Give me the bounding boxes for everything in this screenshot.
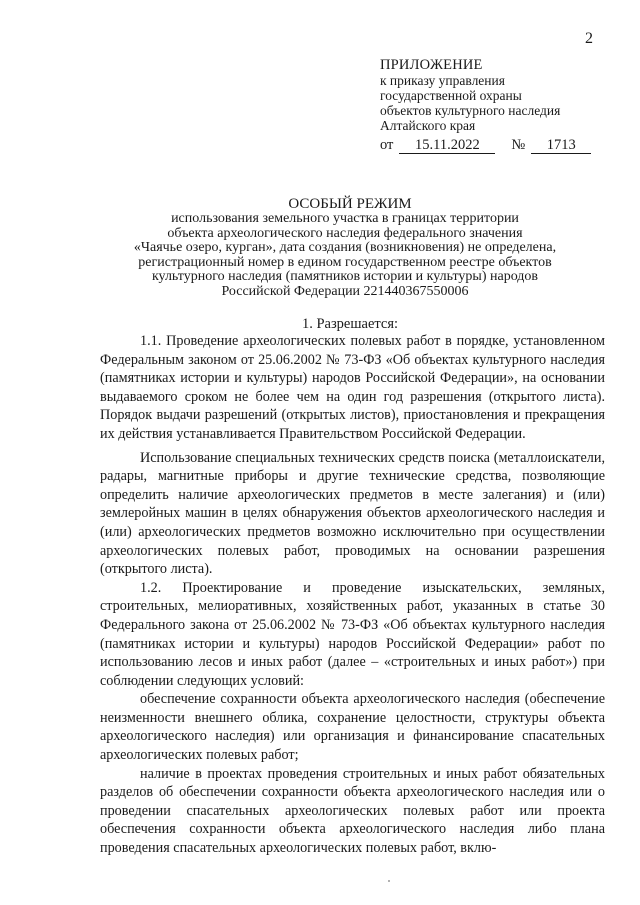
document-heading: ОСОБЫЙ РЕЖИМ [288,196,412,212]
subheading-line: использования земельного участка в границах территории [171,211,519,226]
appendix-line: объектов культурного наследия [380,103,561,118]
paragraph: наличие в проектах проведения строительных и иных работ обязательных разделов об обеспечении сохранности объекта археологического наследия или о проведении спасательных археологических полевых работ или проекта обеспечения сохранности объекта археологического наследия либо плана проведения спасательных археологических полевых работ, вклю- [100,765,605,857]
appendix-line: Алтайского края [380,118,476,133]
document-subheading [90,212,600,300]
order-date: 15.11.2022 [399,137,495,154]
from-label: от [380,137,394,153]
paragraph: Использование специальных технических средств поиска (металлоискатели, радары, магнитные приборы и другие технические средства, позволяющие определить наличие археологических предметов в месте залегания) и (или) землеройных машин в целях обнаружения объектов археологического наследия и (или) археологических предметов возможно исключительно при осуществлении археологических полевых работ, проводимых на основании разрешения (открытого листа). [100,449,605,578]
paragraph: обеспечение сохранности объекта археологического наследия (обеспечение неизменности внешнего облика, сохранение целостности, структуры объекта археологического наследия) или организация и финансирование спасательных археологических полевых работ; [100,691,605,764]
appendix-line: государственной охраны [380,88,522,103]
subheading-line: Российской Федерации 221440367550006 [221,283,469,299]
appendix-block [380,58,620,154]
paragraph: 1.2. Проектирование и проведение изыскательских, земляных, строительных, мелиоративных, хозяйственных работ, указанных в статье 30 Федерального закона от 25.06.2002 № 73-ФЗ «Об объектах культурного наследия (памятниках истории и культуры) народов Российской Федерации» работ по использованию лесов и иных работ (далее – «строительных и иных работ») при соблюдении следующих условий: [100,579,605,689]
paragraph: 1.1. Проведение археологических полевых работ в порядке, установленном Федеральным законом от 25.06.2002 № 73-ФЗ «Об объектах культурного наследия (памятниках истории и культуры) народов Российской Федерации», на основании выдаваемого сроком не более чем на один год разрешения (открытого листа). Порядок выдачи разрешений (открытых листов), приостановления и прекращения их действия устанавливается Правительством Российской Федерации. [100,333,605,442]
page-number: 2 [585,30,593,47]
document-body [100,332,605,858]
order-reference [380,137,620,154]
subheading-line: культурного наследия (памятников истории и культуры) народов [151,269,539,285]
order-number: 1713 [531,137,591,154]
subheading-line: объекта археологического наследия федерального значения [167,225,523,241]
scan-artifact [388,880,390,882]
subheading-line: регистрационный номер в едином государственном реестре объектов [138,254,552,270]
section-title: 1. Разрешается: [301,316,399,332]
number-label: № [511,137,526,153]
appendix-title: ПРИЛОЖЕНИЕ [380,57,483,73]
appendix-line: к приказу управления [380,73,505,88]
subheading-line: «Чаячье озеро, курган», дата создания (возникновения) не определена, [133,240,557,256]
